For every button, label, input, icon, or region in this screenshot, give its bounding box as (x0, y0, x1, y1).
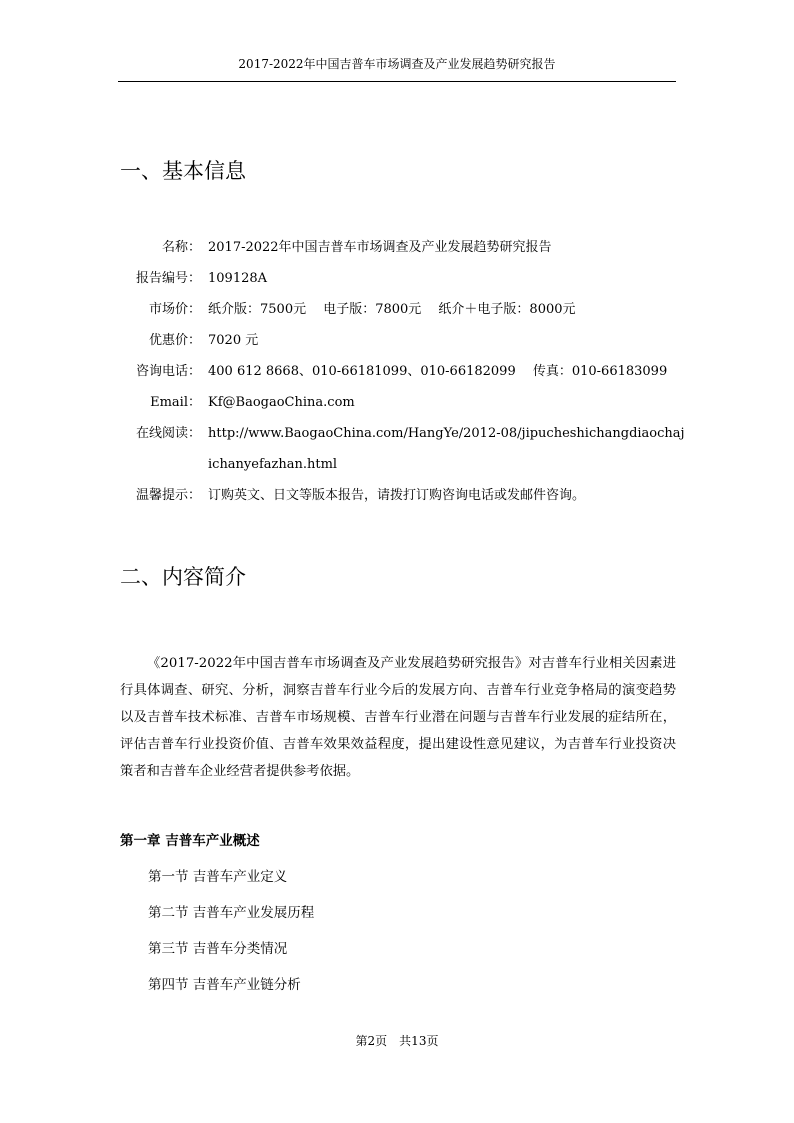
toc-section-3: 第三节 吉普车分类情况 (148, 941, 288, 957)
online-read-link[interactable]: http://www.BaogaoChina.com/HangYe/2012-08/jipucheshichangdiaochajichanyefazhan.html (208, 426, 685, 472)
info-value: 2017-2022年中国吉普车市场调查及产业发展趋势研究报告 (208, 240, 552, 255)
info-row-email (118, 387, 688, 418)
section-title-intro: 二、内容简介 (120, 565, 246, 589)
info-label: 优惠价 (148, 333, 188, 348)
info-colon: ： (188, 426, 202, 441)
intro-paragraph: 《2017-2022年中国吉普车市场调查及产业发展趋势研究报告》对吉普车行业相关因素进行具体调查、研究、分析，洞察吉普车行业今后的发展方向、吉普车行业竞争格局的演变趋势以及吉普车技术标准、吉普车市场规模、吉普车行业潜在问题与吉普车行业发展的症结所在，评估吉普车行业投资价值、吉普车效果效益程度，提出建设性意见建议，为吉普车行业投资决策者和吉普车企业经营者提供参考依据。 (120, 656, 676, 779)
running-header: 2017-2022年中国吉普车市场调查及产业发展趋势研究报告 (238, 57, 556, 71)
info-row-phone (118, 356, 688, 387)
info-row-name (118, 232, 688, 263)
info-value: 7020 元 (208, 333, 259, 348)
info-colon: ： (188, 240, 202, 255)
toc-section-1: 第一节 吉普车产业定义 (148, 869, 288, 885)
info-value: 400 612 8668、010-66181099、010-66182099 传真：010-66183099 (208, 364, 668, 379)
email-link[interactable]: Kf@BaogaoChina.com (208, 395, 355, 410)
info-colon: ： (188, 333, 202, 348)
info-value: 109128A (208, 271, 268, 286)
header-rule (118, 81, 676, 82)
toc-chapter-1: 第一章 吉普车产业概述 (120, 833, 260, 849)
basic-info-list (118, 232, 688, 511)
info-colon: ： (188, 302, 202, 317)
toc-section-4: 第四节 吉普车产业链分析 (148, 977, 301, 993)
table-of-contents (120, 827, 676, 1007)
info-label: 名称 (161, 240, 188, 255)
info-row-discount-price (118, 325, 688, 356)
section-title-basic-info: 一、基本信息 (120, 159, 246, 183)
page-number-footer: 第2页 共13页 (355, 1034, 439, 1048)
info-label: 温馨提示 (135, 488, 188, 503)
info-colon: ： (188, 488, 202, 503)
info-row-online-url (118, 418, 688, 480)
info-label: 报告编号 (135, 271, 188, 286)
info-value: 纸介版：7500元 电子版：7800元 纸介＋电子版：8000元 (208, 302, 576, 317)
info-colon: ： (188, 364, 202, 379)
info-row-report-id (118, 263, 688, 294)
info-colon: ： (188, 271, 202, 286)
toc-section-2: 第二节 吉普车产业发展历程 (148, 905, 315, 921)
info-label: 市场价 (148, 302, 188, 317)
info-label: 咨询电话 (135, 364, 188, 379)
info-label: 在线阅读 (135, 426, 188, 441)
info-row-market-price (118, 294, 688, 325)
info-row-tip (118, 480, 688, 511)
info-value: 订购英文、日文等版本报告，请拨打订购咨询电话或发邮件咨询。 (208, 488, 586, 503)
info-label: Email (150, 395, 188, 410)
info-colon: ： (188, 395, 202, 410)
